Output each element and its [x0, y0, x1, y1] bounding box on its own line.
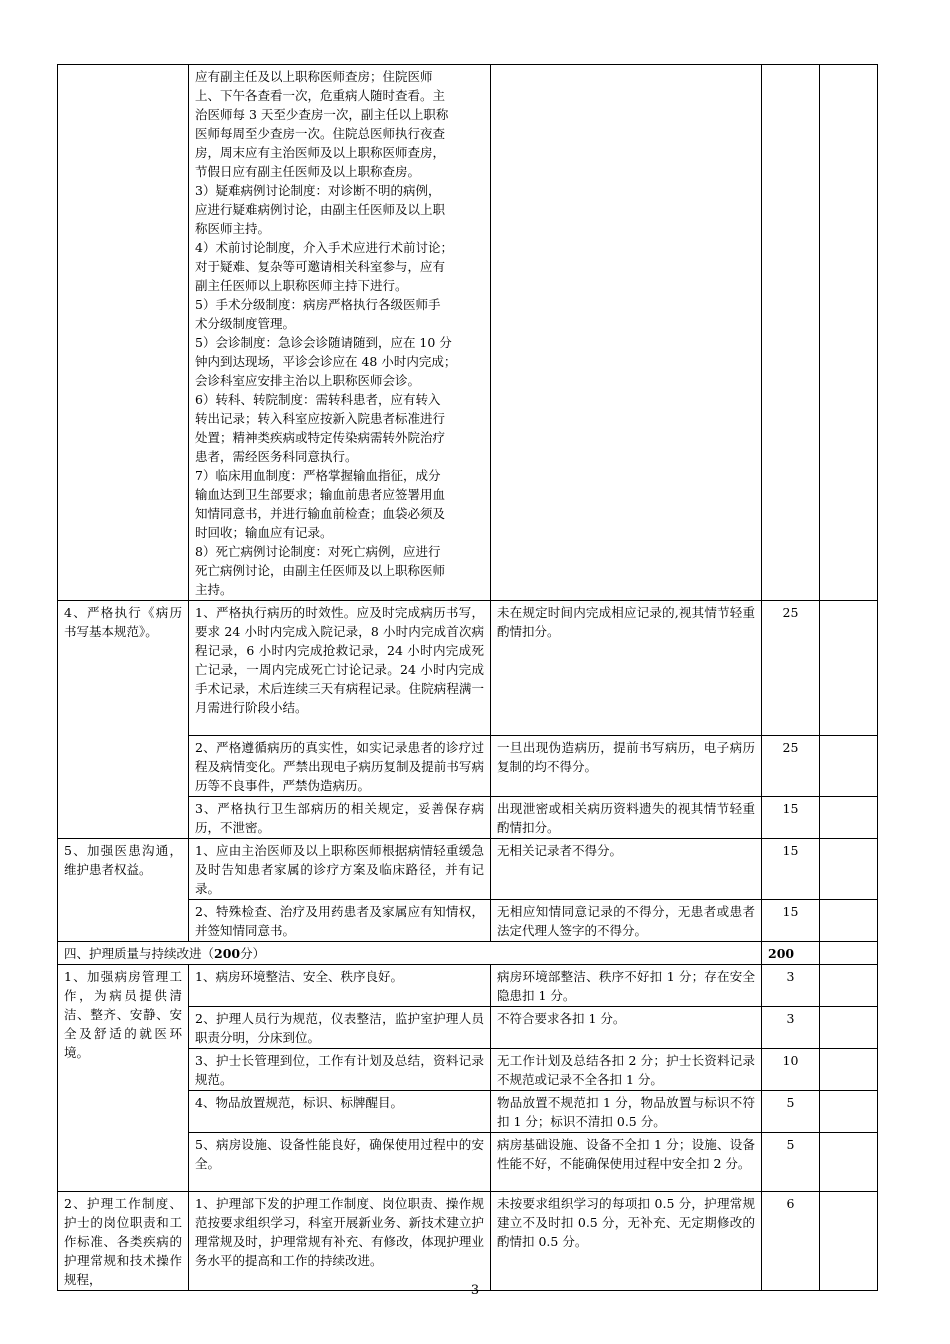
text-line: 副主任医师以上职称医师主持下进行。 — [195, 278, 408, 293]
table-row — [58, 601, 878, 736]
method-cell: 无相应知情同意记录的不得分，无患者或患者法定代理人签字的不得分。 — [491, 900, 762, 942]
category-cell: 1、加强病房管理工作，为病员提供清洁、整齐、安静、安全及舒适的就医环境。 — [58, 965, 189, 1192]
text-line: 死亡病例讨论，由副主任医师及以上职称医师 — [195, 563, 446, 578]
requirement-cell: 2、严格遵循病历的真实性，如实记录患者的诊疗过程及病情变化。严禁出现电子病历复制及提前书写病历等不良事件，严禁伪造病历。 — [189, 736, 491, 797]
actual-score-cell — [820, 797, 878, 839]
actual-score-cell — [820, 965, 878, 1007]
text-line: 转出记录；转入科室应按新入院患者标准进行 — [195, 411, 446, 426]
text-line: 节假日应有副主任医师及以上职称查房。 — [195, 164, 421, 179]
section-header-row — [58, 942, 878, 965]
requirement-cell: 4、物品放置规范，标识、标牌醒目。 — [189, 1091, 491, 1133]
score-cell: 10 — [762, 1049, 820, 1091]
text-line: 时回收；输血应有记录。 — [195, 525, 333, 540]
method-cell: 一旦出现伪造病历，提前书写病历，电子病历复制的均不得分。 — [491, 736, 762, 797]
method-cell: 物品放置不规范扣 1 分，物品放置与标识不符扣 1 分；标识不清扣 0.5 分。 — [491, 1091, 762, 1133]
page-number: 3 — [470, 1283, 480, 1298]
method-cell: 不符合要求各扣 1 分。 — [491, 1007, 762, 1049]
score-cell: 25 — [762, 736, 820, 797]
text-line: 对于疑难、复杂等可邀请相关科室参与，应有 — [195, 259, 446, 274]
actual-score-cell — [820, 1007, 878, 1049]
method-cell: 出现泄密或相关病历资料遗失的视其情节轻重酌情扣分。 — [491, 797, 762, 839]
evaluation-table — [57, 64, 878, 1291]
method-cell: 无工作计划及总结各扣 2 分；护士长资料记录不规范或记录不全各扣 1 分。 — [491, 1049, 762, 1091]
actual-score-cell — [820, 601, 878, 736]
text-line: 上、下午各查看一次，危重病人随时查看。主 — [195, 88, 446, 103]
requirement-cell: 2、护理人员行为规范，仪表整洁，监护室护理人员职责分明，分床到位。 — [189, 1007, 491, 1049]
text-line: 医师每周至少查房一次。住院总医师执行夜查 — [195, 126, 446, 141]
requirement-cell: 3、护士长管理到位，工作有计划及总结，资料记录规范。 — [189, 1049, 491, 1091]
text-line: 7）临床用血制度：严格掌握输血指征，成分 — [195, 468, 441, 483]
section-score: 200 — [762, 942, 820, 965]
text-line: 知情同意书，并进行输血前检查；血袋必须及 — [195, 506, 446, 521]
actual-score-cell — [820, 1192, 878, 1291]
text-line: 处置；精神类疾病或特定传染病需转外院治疗 — [195, 430, 446, 445]
section-title-end: 分） — [240, 946, 266, 961]
text-line: 患者，需经医务科同意执行。 — [195, 449, 358, 464]
text-line: 5）手术分级制度：病房严格执行各级医师手 — [195, 297, 441, 312]
table-row-continued — [58, 65, 878, 601]
score-cell: 15 — [762, 797, 820, 839]
text-line: 应进行疑难病例讨论，由副主任医师及以上职 — [195, 202, 446, 217]
score-cell: 3 — [762, 965, 820, 1007]
score-cell: 6 — [762, 1192, 820, 1291]
table-row — [58, 965, 878, 1007]
category-cell: 5、加强医患沟通，维护患者权益。 — [58, 839, 189, 942]
score-cell: 5 — [762, 1091, 820, 1133]
actual-score-cell — [820, 1133, 878, 1192]
actual-score-cell — [820, 900, 878, 942]
text-line: 6）转科、转院制度：需转科患者，应有转入 — [195, 392, 441, 407]
requirement-cell: 1、护理部下发的护理工作制度、岗位职责、操作规范按要求组织学习，科室开展新业务、新技术建立护理常规及时，护理常规有补充、有修改，体现护理业务水平的提高和工作的持续改进。 — [189, 1192, 491, 1291]
requirement-cell: 3、严格执行卫生部病历的相关规定，妥善保存病历，不泄密。 — [189, 797, 491, 839]
method-cell: 未在规定时间内完成相应记录的,视其情节轻重酌情扣分。 — [491, 601, 762, 736]
section-title-text: 四、护理质量与持续改进（ — [64, 946, 215, 961]
section-points: 200 — [214, 946, 241, 961]
score-cell: 25 — [762, 601, 820, 736]
actual-score-cell — [820, 839, 878, 900]
actual-score-cell — [820, 1049, 878, 1091]
text-line: 钟内到达现场，平诊会诊应在 48 小时内完成； — [195, 354, 457, 369]
section-title — [58, 942, 762, 965]
method-cell — [491, 65, 762, 601]
text-line: 8）死亡病例讨论制度：对死亡病例，应进行 — [195, 544, 441, 559]
text-line: 会诊科室应安排主治以上职称医师会诊。 — [195, 373, 421, 388]
text-line: 4）术前讨论制度，介入手术应进行术前讨论； — [195, 240, 453, 255]
requirement-cell: 1、严格执行病历的时效性。应及时完成病历书写，要求 24 小时内完成入院记录，8 小时内完成首次病程记录，6 小时内完成抢救记录，24 小时内完成死亡记录，一周内完成死亡讨论记录。24 小时内完成手术记录，术后连续三天有病程记录。住院病程满一月需进行阶段小结。 — [189, 601, 491, 736]
requirement-cell — [189, 65, 491, 601]
text-line: 房，周末应有主治医师及以上职称医师查房， — [195, 145, 446, 160]
text-line: 输血达到卫生部要求；输血前患者应签署用血 — [195, 487, 446, 502]
method-cell: 未按要求组织学习的每项扣 0.5 分，护理常规建立不及时扣 0.5 分，无补充、无定期修改的酌情扣 0.5 分。 — [491, 1192, 762, 1291]
actual-score-cell — [820, 942, 878, 965]
score-cell: 3 — [762, 1007, 820, 1049]
actual-score-cell — [820, 736, 878, 797]
actual-score-cell — [820, 1091, 878, 1133]
text-line: 应有副主任及以上职称医师查房；住院医师 — [195, 69, 433, 84]
table-row — [58, 839, 878, 900]
requirement-cell: 2、特殊检查、治疗及用药患者及家属应有知情权，并签知情同意书。 — [189, 900, 491, 942]
actual-score-cell — [820, 65, 878, 601]
category-cell: 2、护理工作制度、护士的岗位职责和工作标准、各类疾病的护理常规和技术操作规程， — [58, 1192, 189, 1291]
score-cell: 5 — [762, 1133, 820, 1192]
text-line: 术分级制度管理。 — [195, 316, 296, 331]
category-cell — [58, 65, 189, 601]
text-line: 5）会诊制度：急诊会诊随请随到，应在 10 分 — [195, 335, 452, 350]
table-row — [58, 1192, 878, 1291]
text-line: 3）疑难病例讨论制度：对诊断不明的病例， — [195, 183, 441, 198]
requirement-cell: 5、病房设施、设备性能良好，确保使用过程中的安全。 — [189, 1133, 491, 1192]
method-cell: 无相关记录者不得分。 — [491, 839, 762, 900]
text-line: 称医师主持。 — [195, 221, 271, 236]
score-cell: 15 — [762, 900, 820, 942]
requirement-cell: 1、应由主治医师及以上职称医师根据病情轻重缓急及时告知患者家属的诊疗方案及临床路径，并有记录。 — [189, 839, 491, 900]
category-cell: 4、严格执行《病历书写基本规范》。 — [58, 601, 189, 839]
method-cell: 病房基础设施、设备不全扣 1 分；设施、设备性能不好，不能确保使用过程中安全扣 2 分。 — [491, 1133, 762, 1192]
requirement-cell: 1、病房环境整洁、安全、秩序良好。 — [189, 965, 491, 1007]
text-line: 主持。 — [195, 582, 233, 597]
score-cell: 15 — [762, 839, 820, 900]
text-line: 治医师每 3 天至少查房一次，副主任以上职称 — [195, 107, 449, 122]
score-cell — [762, 65, 820, 601]
method-cell: 病房环境部整洁、秩序不好扣 1 分；存在安全隐患扣 1 分。 — [491, 965, 762, 1007]
